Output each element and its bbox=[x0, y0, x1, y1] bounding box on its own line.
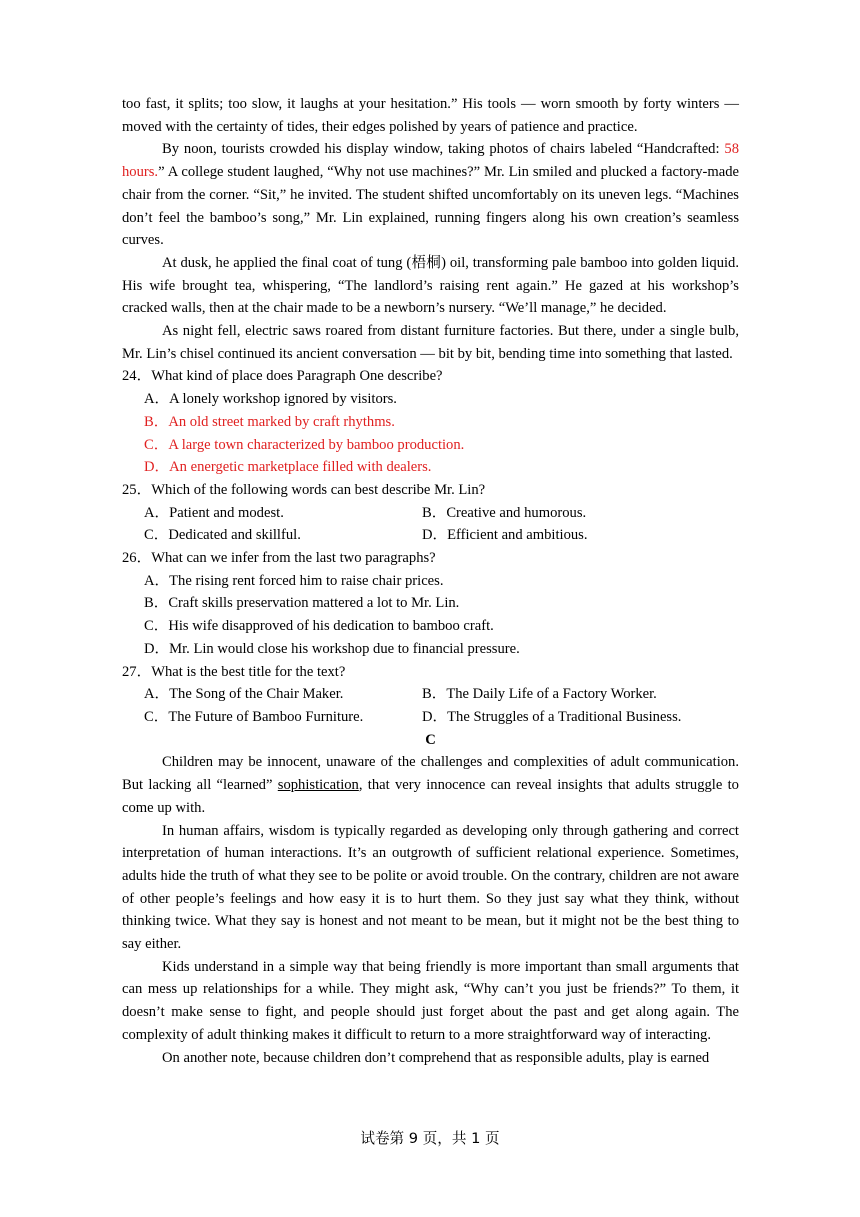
passage-b-paragraph-3: At dusk, he applied the final coat of tung (梧桐) oil, transforming pale bamboo into golden liquid. His wife brought tea, whispering, “The landlord’s raising rent again.” He gazed at his workshop’s cracked walls, then at the chair made to be a newborn’s nursery. “We’ll manage,” he decided. bbox=[122, 254, 739, 317]
question-25-stem: 25．Which of the following words can best describe Mr. Lin? bbox=[122, 481, 486, 498]
question-27-options-row-2 bbox=[122, 706, 739, 729]
passage-b-paragraph-continued: too fast, it splits; too slow, it laughs at your hesitation.” His tools — worn smooth by forty winters — moved with the certainty of tides, their edges polished by years of patience and practice. bbox=[122, 96, 739, 135]
question-24-option-c: C．A large town characterized by bamboo production. bbox=[144, 436, 465, 453]
page-footer: 试卷第 9 页，共 1 页 bbox=[360, 1130, 500, 1147]
question-26-option-d: D．Mr. Lin would close his workshop due to financial pressure. bbox=[144, 640, 520, 657]
question-24-option-b: B．An old street marked by craft rhythms. bbox=[144, 413, 395, 430]
question-25-options-row-1 bbox=[122, 502, 739, 525]
passage-b-paragraph-4: As night fell, electric saws roared from distant furniture factories. But there, under a single bulb, Mr. Lin’s chisel continued its ancient conversation — bit by bit, bending time into something that lasted. bbox=[122, 323, 739, 362]
question-26-option-a: A．The rising rent forced him to raise chair prices. bbox=[144, 572, 444, 589]
passage-c-paragraph-4: On another note, because children don’t comprehend that as responsible adults, play is earned bbox=[162, 1049, 710, 1066]
question-25-options-row-2 bbox=[122, 524, 739, 547]
passage-c-paragraph-1: Children may be innocent, unaware of the challenges and complexities of adult communication. But lacking all “learned” sophistication, that very innocence can reveal insights that adults struggle to come up with. bbox=[122, 754, 739, 816]
passage-b-paragraph-2: By noon, tourists crowded his display window, taking photos of chairs labeled “Handcrafted: 58 hours.” A college student laughed, “Why not use machines?” Mr. Lin smiled and plucked a factory-made chair from the corner. “Sit,” he invited. The student shifted uncomfortably on its uneven legs. “Machines don’t feel the bamboo’s song,” Mr. Lin explained, running fingers along his own creation’s seamless curves. bbox=[122, 141, 739, 249]
question-27-option-d: D．The Struggles of a Traditional Business. bbox=[422, 708, 682, 725]
highlighted-text: 58 hours. bbox=[122, 141, 739, 181]
question-24-option-d: D．An energetic marketplace filled with dealers. bbox=[144, 459, 432, 476]
question-27-option-c: C．The Future of Bamboo Furniture. bbox=[144, 708, 364, 725]
question-26-option-b: B．Craft skills preservation mattered a lot to Mr. Lin. bbox=[144, 595, 460, 612]
page-content bbox=[122, 93, 739, 1069]
question-26-option-c: C．His wife disapproved of his dedication to bamboo craft. bbox=[144, 618, 494, 635]
question-24-stem: 24．What kind of place does Paragraph One describe? bbox=[122, 368, 443, 385]
question-24-option-a: A．A lonely workshop ignored by visitors. bbox=[144, 391, 397, 408]
underlined-word: sophistication bbox=[277, 777, 359, 794]
question-27-option-b: B．The Daily Life of a Factory Worker. bbox=[422, 686, 657, 703]
question-25-option-d: D．Efficient and ambitious. bbox=[422, 527, 588, 544]
passage-c-paragraph-3: Kids understand in a simple way that being friendly is more important than small arguments that can mess up relationships for a while. They might ask, “Why can’t you just be friends?” To them, it doesn’t make sense to fight, and people should just forget about the past and get along again. The complexity of adult thinking makes it difficult to return to a more straightforward way of interacting. bbox=[122, 958, 739, 1043]
question-27-stem: 27．What is the best title for the text? bbox=[122, 663, 346, 680]
question-25-option-b: B．Creative and humorous. bbox=[422, 504, 587, 521]
question-25-option-a: A．Patient and modest. bbox=[144, 504, 284, 521]
section-c-heading: C bbox=[425, 731, 436, 748]
question-27-option-a: A．The Song of the Chair Maker. bbox=[144, 686, 344, 703]
passage-c-paragraph-2: In human affairs, wisdom is typically regarded as developing only through gathering and correct interpretation of human interactions. It’s an outgrowth of sufficient relational experience. Sometimes, adults hide the truth of what they see to be polite or avoid trouble. On the contrary, children are not aware of other people’s feelings and how easy it is to hurt them. So they just say what they think, without thinking twice. What they say is honest and not meant to be mean, but it might not be the best thing to say either. bbox=[122, 822, 739, 953]
question-26-stem: 26．What can we infer from the last two paragraphs? bbox=[122, 550, 436, 567]
question-27-options-row-1 bbox=[122, 683, 739, 706]
question-25-option-c: C．Dedicated and skillful. bbox=[144, 527, 301, 544]
